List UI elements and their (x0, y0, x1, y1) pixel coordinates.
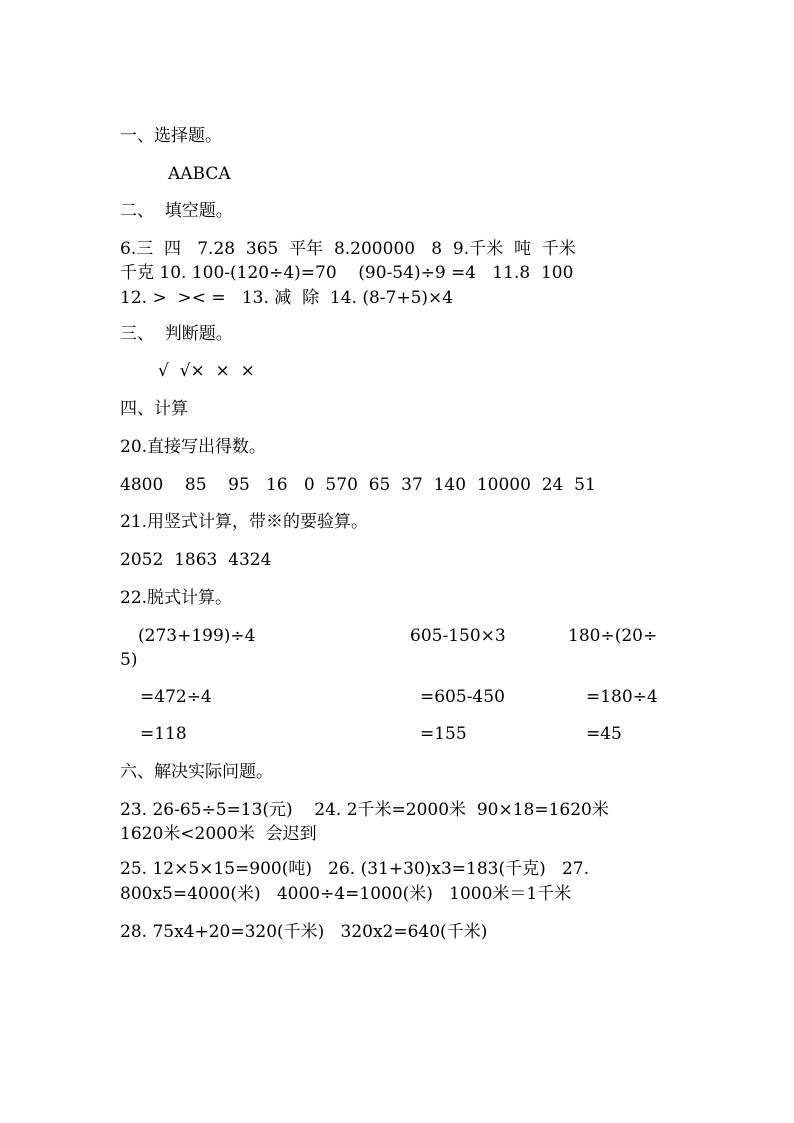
section-2-heading: 二、 填空题。 (120, 201, 233, 221)
section-2-line-2: 千克 10. 100-(120÷4)=70 (90-54)÷9 =4 11.8 100 (120, 263, 574, 283)
question-22-expr-c-wrap: 5) (120, 650, 138, 670)
question-22-expr-c: 180÷(20÷ (568, 626, 658, 646)
section-1-answers: AABCA (168, 164, 231, 184)
section-2-line-3: 12. > >< = 13. 减 除 14. (8-7+5)×4 (120, 288, 454, 308)
question-23-line-2: 1620米<2000米 会迟到 (120, 824, 317, 844)
question-22-step-c1: =180÷4 (586, 687, 658, 707)
question-23-line-1: 23. 26-65÷5=13(元) 24. 2千米=2000米 90×18=1620米 (120, 800, 609, 820)
section-2-line-1: 6.三 四 7.28 365 平年 8.200000 8 9.千米 吨 千米 (120, 239, 576, 259)
question-28-line: 28. 75x4+20=320(千米) 320x2=640(千米) (120, 922, 488, 942)
question-20-answers: 4800 85 95 16 0 570 65 37 140 10000 24 51 (120, 475, 596, 495)
section-6-heading: 六、解决实际问题。 (120, 762, 273, 782)
section-3-heading: 三、 判断题。 (120, 324, 233, 344)
question-21-answers: 2052 1863 4324 (120, 550, 272, 570)
question-22-step-b2: =155 (420, 724, 467, 744)
section-4-heading: 四、计算 (120, 399, 188, 419)
question-21-heading: 21.用竖式计算，带※的要验算。 (120, 512, 369, 532)
question-25-line-2: 800x5=4000(米) 4000÷4=1000(米) 1000米＝1千米 (120, 884, 572, 904)
section-1-heading: 一、选择题。 (120, 126, 222, 146)
question-22-expr-a: (273+199)÷4 (138, 626, 256, 646)
question-22-step-a1: =472÷4 (140, 687, 212, 707)
question-22-heading: 22.脱式计算。 (120, 588, 233, 608)
question-22-expr-b: 605-150×3 (410, 626, 506, 646)
question-22-step-b1: =605-450 (420, 687, 505, 707)
question-20-heading: 20.直接写出得数。 (120, 437, 267, 457)
question-22-step-a2: =118 (140, 724, 187, 744)
question-22-step-c2: =45 (586, 724, 622, 744)
section-3-answers: √ √× × × (158, 361, 255, 381)
question-25-line-1: 25. 12×5×15=900(吨) 26. (31+30)x3=183(千克) 27. (120, 859, 589, 879)
